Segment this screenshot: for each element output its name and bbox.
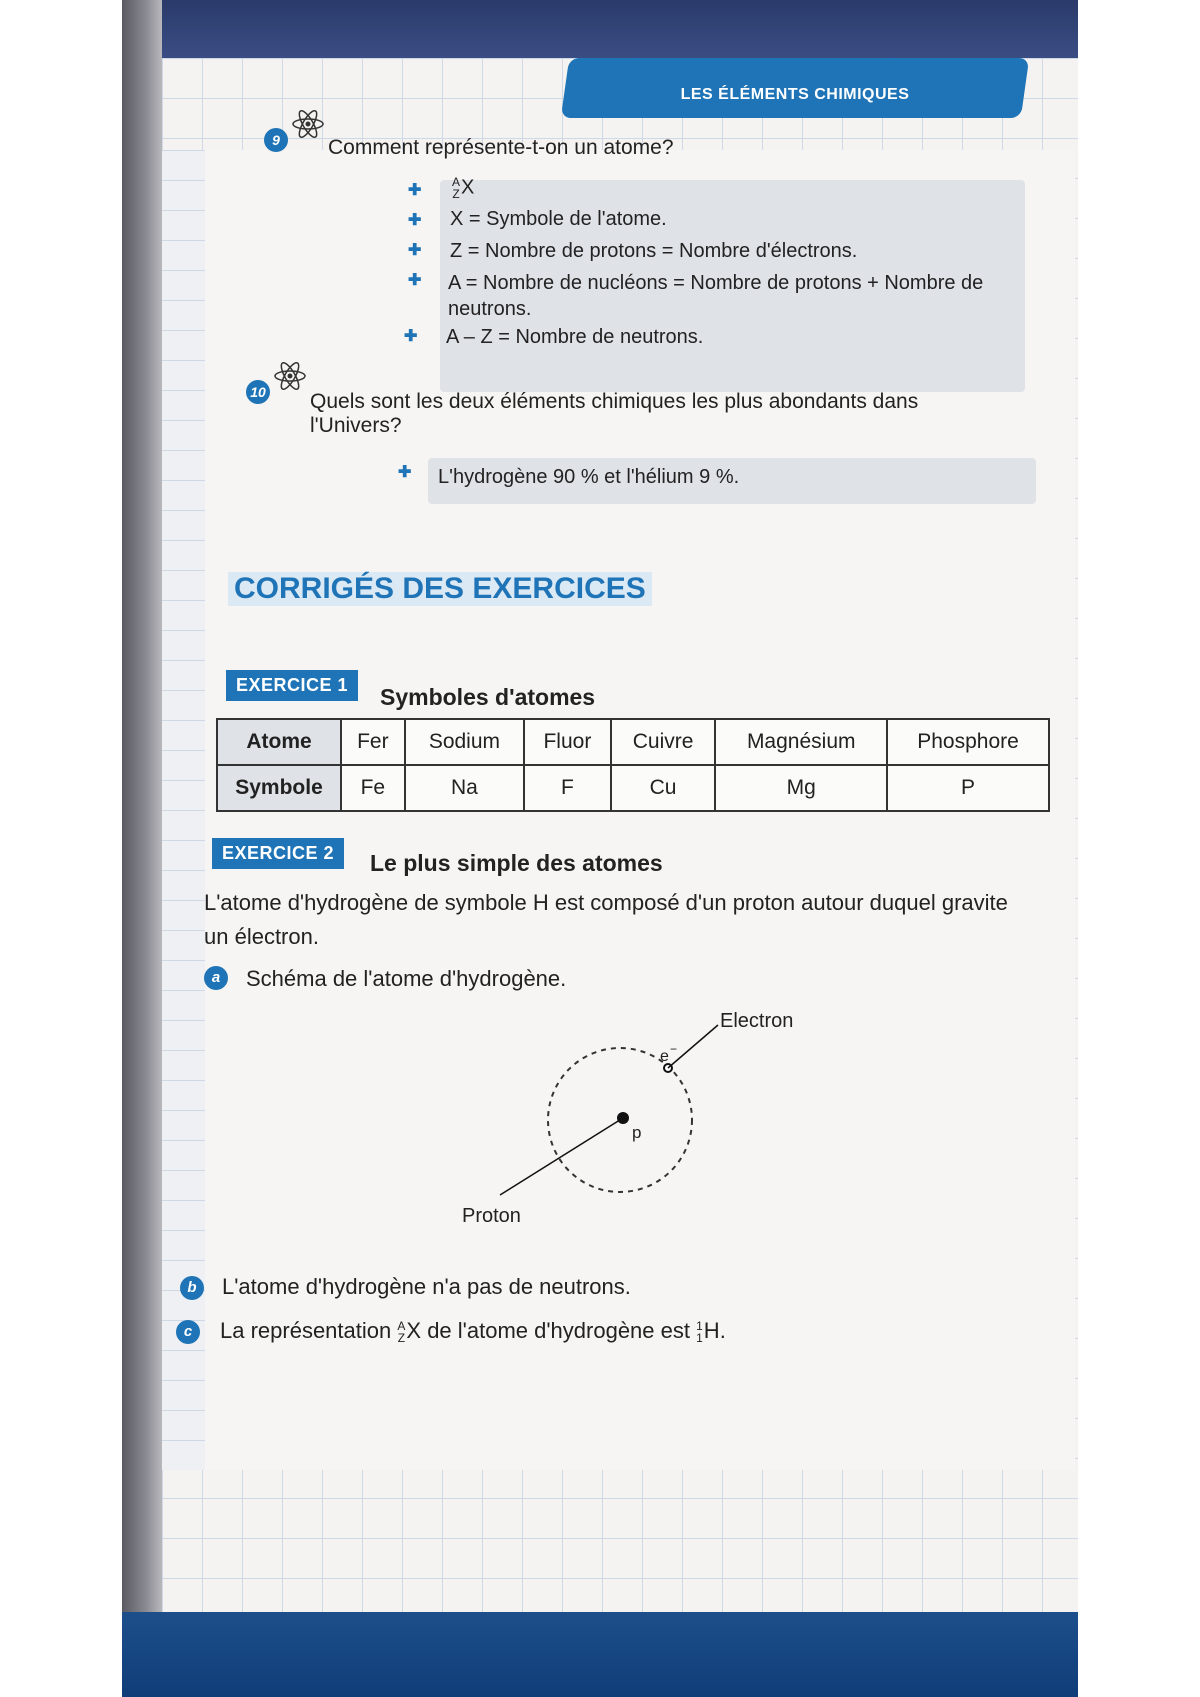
exercise-title: Symboles d'atomes [380, 684, 596, 710]
table-cell: Cu [611, 765, 716, 811]
question-number: 9 [264, 128, 288, 152]
table-cell: Mg [715, 765, 887, 811]
chapter-header-title: LES ÉLÉMENTS CHIMIQUES [680, 86, 910, 103]
electron-charge: − [670, 1042, 678, 1056]
atom-icon [272, 362, 308, 390]
book-binding [122, 0, 162, 1612]
table-cell: Phosphore [887, 719, 1049, 765]
exercise-label: EXERCICE 1 [226, 670, 358, 701]
table-cell: Fluor [524, 719, 611, 765]
question-number: 10 [246, 380, 270, 404]
exercise-intro: un électron. [204, 924, 319, 949]
definition-line: A = Nombre de nucléons = Nombre de protons + Nombre de [448, 272, 984, 294]
plus-bullet-icon: ✚ [408, 272, 422, 289]
symbols-table [216, 718, 1050, 812]
exercise-intro: L'atome d'hydrogène de symbole H est composé d'un proton autour duquel gravite [204, 890, 1008, 915]
answer-text: L'hydrogène 90 % et l'hélium 9 %. [438, 466, 740, 488]
plus-bullet-icon: ✚ [408, 242, 422, 259]
table-row [217, 765, 1049, 811]
table-row-header: Atome [217, 719, 341, 765]
item-letter: a [204, 966, 228, 990]
item-letter: b [180, 1276, 204, 1300]
table-cell: Na [405, 765, 524, 811]
page-margin [162, 150, 205, 1470]
item-text: La représentation A ZX de l'atome d'hydrogène est 1 1H. [220, 1318, 726, 1346]
hydrogen-atom-diagram [440, 1005, 800, 1245]
plus-bullet-icon: ✚ [398, 464, 412, 481]
table-cell: Fe [341, 765, 405, 811]
photo-background-bottom [122, 1612, 1078, 1697]
section-title: CORRIGÉS DES EXERCICES [228, 572, 652, 606]
proton-label: Proton [462, 1205, 521, 1227]
electron-label: Electron [720, 1010, 794, 1032]
plus-bullet-icon: ✚ [404, 328, 418, 345]
table-row [217, 719, 1049, 765]
table-cell: Cuivre [611, 719, 716, 765]
photo-background-top [122, 0, 1078, 64]
table-cell: P [887, 765, 1049, 811]
definition-line: X = Symbole de l'atome. [450, 208, 667, 230]
definition-line: A – Z = Nombre de neutrons. [446, 326, 704, 348]
item-text: Schéma de l'atome d'hydrogène. [246, 966, 567, 991]
atom-icon [290, 110, 326, 138]
table-cell: Fer [341, 719, 405, 765]
table-cell: Magnésium [715, 719, 887, 765]
table-cell: F [524, 765, 611, 811]
question-text: Comment représente-t-on un atome? [328, 136, 674, 159]
table-row-header: Symbole [217, 765, 341, 811]
question-text: l'Univers? [310, 414, 402, 437]
definition-line: Z = Nombre de protons = Nombre d'électrons. [450, 240, 858, 262]
exercise-label: EXERCICE 2 [212, 838, 344, 869]
plus-bullet-icon: ✚ [408, 182, 422, 199]
table-cell: Sodium [405, 719, 524, 765]
plus-bullet-icon: ✚ [408, 212, 422, 229]
proton-symbol: p [632, 1123, 642, 1142]
atom-notation: A ZX [452, 175, 475, 201]
exercise-title: Le plus simple des atomes [370, 850, 663, 876]
electron-symbol: e [660, 1048, 669, 1065]
question-text: Quels sont les deux éléments chimiques les plus abondants dans [310, 390, 919, 413]
item-text: L'atome d'hydrogène n'a pas de neutrons. [222, 1274, 631, 1299]
definition-line: neutrons. [448, 298, 532, 320]
item-letter: c [176, 1320, 200, 1344]
proton-pointer [500, 1118, 623, 1195]
